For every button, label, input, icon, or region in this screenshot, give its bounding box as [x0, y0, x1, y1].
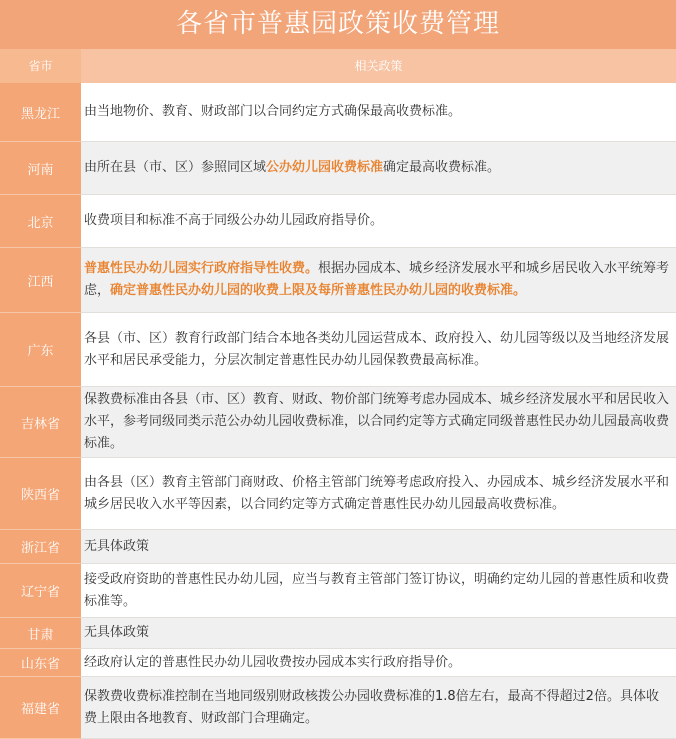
policy-cell	[81, 387, 676, 457]
table-header	[0, 49, 676, 83]
province-cell: 黑龙江	[0, 83, 81, 142]
table-row	[0, 195, 676, 248]
policy-text: 由各县（区）教育主管部门商财政、价格主管部门统筹考虑政府投入、办园成本、城乡经济发展水平和城乡居民收入水平等因素，以合同约定等方式确定普惠性民办幼儿园最高收费标准。	[84, 474, 670, 512]
policy-text: 保教费标准由各县（市、区）教育、财政、物价部门统筹考虑办园成本、城乡经济发展水平和居民收入水平，参考同级同类示范公办幼儿园收费标准，以合同约定等方式确定同级普惠性民办幼儿园最高收费标准。	[84, 392, 670, 451]
province-cell: 吉林省	[0, 387, 81, 458]
policy-text: 接受政府资助的普惠性民办幼儿园，应当与教育主管部门签订协议，明确约定幼儿园的普惠性质和收费标准等。	[84, 571, 670, 609]
policy-text: 经政府认定的普惠性民办幼儿园收费按办园成本实行政府指导价。	[84, 654, 462, 670]
policy-text: 由当地物价、教育、财政部门以合同约定方式确保最高收费标准。	[84, 104, 462, 119]
highlighted-policy-text: 普惠性民办幼儿园实行政府指导性收费。	[84, 261, 319, 276]
policy-text: 根据办园成本、城乡经济发展水平和城乡居民收入水平统筹考虑，	[84, 261, 670, 298]
header-policy: 相关政策	[354, 59, 403, 73]
province-cell: 浙江省	[0, 530, 81, 564]
province-cell: 广东	[0, 313, 81, 387]
table-row	[0, 142, 676, 195]
table-row	[0, 387, 676, 458]
province-cell: 江西	[0, 248, 81, 313]
policy-text: 保教费收费标准控制在当地同级别财政核拨公办园收费标准的1.8倍左右，最高不得超过2倍。具体收费上限由各地教育、财政部门合理确定。	[84, 688, 659, 726]
policy-cell	[81, 530, 676, 563]
table-row	[0, 649, 676, 677]
table-row	[0, 530, 676, 564]
policy-cell	[81, 313, 676, 386]
highlighted-policy-text: 公办幼儿园收费标准	[266, 160, 384, 175]
policy-cell	[81, 83, 676, 141]
policy-cell	[81, 677, 676, 738]
policy-text: 无具体政策	[84, 538, 150, 554]
policy-text: 收费项目和标准不高于同级公办幼儿园政府指导价。	[84, 213, 384, 228]
policy-text: 由所在县（市、区）参照同区域	[84, 160, 267, 175]
province-cell: 辽宁省	[0, 564, 81, 618]
policy-cell	[81, 248, 676, 312]
table-row	[0, 313, 676, 387]
table-row	[0, 83, 676, 142]
policy-table-body	[0, 83, 676, 739]
policy-cell	[81, 458, 676, 529]
province-cell: 山东省	[0, 649, 81, 677]
policy-text: 确定最高收费标准。	[383, 160, 501, 175]
province-cell: 北京	[0, 195, 81, 248]
table-row	[0, 677, 676, 739]
header-province: 省市	[0, 49, 81, 83]
province-cell: 甘肃	[0, 618, 81, 649]
policy-cell	[81, 618, 676, 648]
province-cell: 河南	[0, 142, 81, 195]
province-cell: 福建省	[0, 677, 81, 739]
highlighted-policy-text: 确定普惠性民办幼儿园的收费上限及每所普惠性民办幼儿园的收费标准。	[110, 283, 527, 298]
table-row	[0, 458, 676, 530]
province-cell: 陕西省	[0, 458, 81, 530]
table-row	[0, 618, 676, 649]
table-row	[0, 248, 676, 313]
policy-text: 无具体政策	[84, 625, 150, 640]
policy-cell	[81, 649, 676, 676]
policy-cell	[81, 195, 676, 247]
policy-cell	[81, 142, 676, 194]
policy-text: 各县（市、区）教育行政部门结合本地各类幼儿园运营成本、政府投入、幼儿园等级以及当地经济发展水平和居民承受能力，分层次制定普惠性民办幼儿园保教费最高标准。	[84, 330, 670, 368]
table-title: 各省市普惠园政策收费管理	[0, 0, 676, 49]
policy-cell	[81, 564, 676, 617]
table-row	[0, 564, 676, 618]
